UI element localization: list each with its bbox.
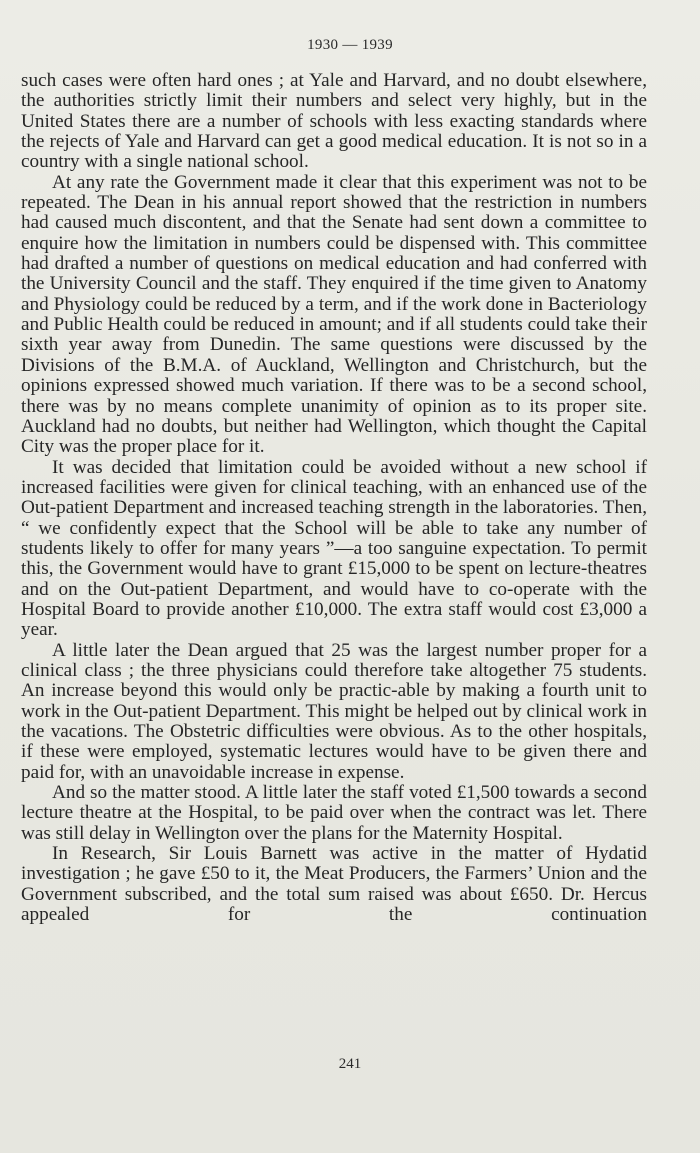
- paragraph-continuation: such cases were often hard ones ; at Yale and Harvard, and no doubt elsewhere, the authorities strictly limit their numbers and select very highly, but in the United States there are a number of schools with less exacting standards where the rejects of Yale and Harvard can get a good medical education. It is not so in a country with a single national school.: [21, 70, 647, 173]
- page-number: 241: [338, 1056, 362, 1072]
- body-text: [21, 71, 647, 925]
- paragraph-government-experiment: At any rate the Government made it clear that this experiment was not to be repeated. The Dean in his annual report showed that the restriction in numbers had caused much discontent, and that the Senate had sent down a committee to enquire how the limitation in numbers could be dispensed with. This committee had drafted a number of questions on medical education and had conferred with the University Council and the staff. They enquired if the time given to Anatomy and Physiology could be reduced by a term, and if the work done in Bacteriology and Public Health could be reduced in amount; and if all students could take their sixth year away from Dunedin. The same questions were discussed by the Divisions of the B.M.A. of Auckland, Wellington and Christchurch, but the opinions expressed showed much variation. If there was to be a second school, there was by no means complete unanimity of opinion as to its proper site. Auckland had no doubts, but neither had Wellington, which thought the Capital City was the proper place for it.: [21, 171, 647, 458]
- paragraph-clinical-class-size: A little later the Dean argued that 25 was the largest number proper for a clinical class ; the three physicians could therefore take altogether 75 students. An increase beyond this would only be practic-able by making a fourth unit to work in the Out-patient Department. This might be helped out by clinical work in the vacations. The Obstetric difficulties were obvious. As to the other hospitals, if these were employed, systematic lectures would have to be given there and paid for, with an unavoidable increase in expense.: [21, 639, 647, 783]
- running-head: 1930 — 1939: [307, 37, 393, 53]
- paragraph-hydatid-research: In Research, Sir Louis Barnett was active in the matter of Hydatid investigation ; he gave £50 to it, the Meat Producers, the Farmers’ Union and the Government subscribed, and the total sum raised was about £650. Dr. Hercus appealed for the continuation: [21, 843, 647, 926]
- paragraph-clinical-teaching: It was decided that limitation could be avoided without a new school if increased facilities were given for clinical teaching, with an enhanced use of the Out-patient Department and increased teaching strength in the laboratories. Then, “ we confidently expect that the School will be able to take any number of students likely to offer for many years ”—a too sanguine expectation. To permit this, the Government would have to grant £15,000 to be spent on lecture-theatres and on the Out-patient Department, and would have to co-operate with the Hospital Board to provide another £10,000. The extra staff would cost £3,000 a year.: [21, 456, 647, 641]
- paragraph-lecture-theatre: And so the matter stood. A little later the staff voted £1,500 towards a second lecture theatre at the Hospital, to be paid over when the contract was let. There was still delay in Wellington over the plans for the Maternity Hospital.: [21, 782, 647, 844]
